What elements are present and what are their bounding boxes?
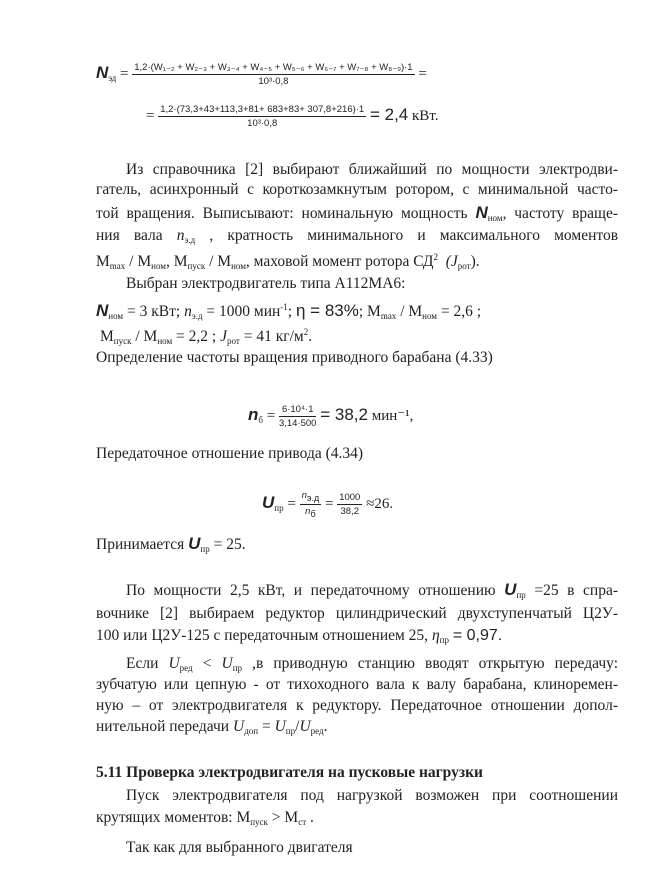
- fraction: [132, 62, 414, 87]
- text: / М: [205, 253, 232, 270]
- subscript: ном: [151, 261, 166, 271]
- subscript: max: [109, 261, 126, 271]
- subscript: рот: [457, 261, 471, 271]
- subscript: б: [310, 509, 316, 519]
- text: Принимается: [96, 536, 185, 553]
- paragraph-line: [96, 580, 618, 605]
- fraction: [279, 404, 317, 429]
- subscript: ном: [487, 213, 503, 223]
- symbol: U: [299, 718, 311, 735]
- power-formula: [96, 62, 427, 87]
- paragraph-line: [126, 274, 405, 294]
- text: , маховой момент ротора СД: [245, 253, 434, 270]
- text: .: [308, 328, 313, 345]
- superscript: 2: [433, 252, 438, 262]
- equals-sign: =: [287, 495, 296, 512]
- subscript: э.д: [191, 311, 203, 321]
- subscript: доп: [244, 726, 259, 736]
- equals-sign: =: [266, 407, 276, 424]
- text: <: [202, 655, 212, 672]
- formula-subscript: эд: [108, 72, 117, 83]
- paragraph-line: [96, 247, 480, 276]
- text: нительной передачи: [96, 718, 230, 735]
- text: , М: [165, 253, 188, 270]
- subscript: э.д: [306, 493, 320, 503]
- formula-result: = 2,4: [369, 104, 409, 124]
- numerator: 1,2·(W₁₋₂ + W₂₋₃ + W₃₋₄ + W₄₋₅ + W₅₋₆ + W₆₋₇ + W₇₋₈ + W₈₋₉)·1: [134, 62, 413, 73]
- denominator: 10³·0,8: [158, 116, 366, 129]
- text: , частоту враще-: [502, 205, 619, 222]
- motor-specs-line: [100, 322, 312, 351]
- symbol: U: [188, 534, 201, 553]
- superscript: -1: [280, 302, 288, 312]
- subscript: ред: [310, 726, 324, 736]
- text: ; М: [358, 303, 381, 320]
- text: Передаточное отношение привода (4.34): [96, 445, 364, 462]
- text: = 25.: [213, 536, 246, 553]
- denominator: 10³·0,8: [132, 74, 414, 87]
- paragraph-line: [96, 604, 618, 624]
- drum-speed-formula: [248, 404, 413, 429]
- symbol: n: [176, 227, 185, 244]
- symbol: U: [504, 580, 517, 599]
- text: гатель, асинхронный с короткозамкнутым ротором, с минимальной часто-: [96, 181, 618, 198]
- numerator: n: [301, 490, 307, 501]
- subscript: ном: [157, 336, 173, 346]
- text: = 2,2 ;: [172, 328, 221, 345]
- denominator: 3,14·500: [278, 418, 317, 429]
- text: Так как для выбранного двигателя: [126, 839, 353, 856]
- text: ;: [287, 303, 296, 320]
- gear-ratio-formula: [262, 490, 393, 519]
- symbol: U: [221, 655, 233, 672]
- formula-subscript: пр: [274, 502, 284, 513]
- text: той вращения. Выписывают: номинальную мощность: [96, 205, 468, 222]
- symbol: n: [184, 303, 192, 320]
- subscript: рот: [227, 336, 240, 346]
- formula-unit: мин⁻¹,: [371, 407, 414, 424]
- subscript: ст: [298, 817, 307, 827]
- equals-sign: =: [146, 107, 155, 124]
- denominator: 38,2: [337, 504, 362, 517]
- symbol: N: [475, 203, 488, 222]
- paragraph-line: [96, 203, 618, 228]
- text: = 1000 мин: [202, 303, 281, 320]
- text: =25 в спра-: [534, 582, 619, 599]
- paragraph-line: [96, 180, 618, 200]
- symbol: (J: [445, 253, 458, 270]
- text: вочнике [2] выбираем редуктор цилиндрический двухступенчатый Ц2У-: [96, 605, 618, 622]
- text: М: [100, 328, 114, 345]
- text: = 2,6 ;: [437, 303, 482, 320]
- numerator: 6·10⁴·1: [281, 404, 314, 415]
- formula-unit: кВт.: [412, 107, 439, 124]
- text: / М: [396, 303, 423, 320]
- text: = 0,97.: [452, 627, 503, 644]
- text: Выбран электродвигатель типа А112МА6:: [126, 275, 406, 292]
- symbol: U: [232, 718, 245, 735]
- paragraph-line: [96, 717, 327, 741]
- paragraph-line: [96, 696, 618, 716]
- formula-subscript: б: [258, 414, 263, 425]
- text: 100 или Ц2У-125 с передаточным отношением 25,: [96, 627, 429, 644]
- subscript: пуск: [250, 817, 268, 827]
- formula-symbol: U: [262, 492, 275, 512]
- fraction: [158, 104, 366, 129]
- fraction: [337, 492, 362, 517]
- heading-text: 5.11 Проверка электродвигателя на пусковые нагрузки: [96, 764, 483, 781]
- text: , кратность минимального и максимального моментов: [209, 227, 619, 244]
- text: По мощности 2,5 кВт, и передаточному отношению: [126, 582, 496, 599]
- text: ную – от электродвигателя к редуктору. Передаточное отношении допол-: [96, 697, 618, 714]
- symbol: J: [220, 328, 227, 345]
- text: =: [258, 718, 275, 735]
- text: Пуск электродвигателя под нагрузкой возможен при соотношении: [126, 787, 618, 804]
- subscript: ном: [108, 311, 124, 321]
- paragraph-line: [96, 444, 363, 464]
- equals-sign: =: [418, 65, 427, 82]
- subscript: пр: [285, 726, 296, 736]
- equals-sign: =: [120, 65, 129, 82]
- subscript: ном: [422, 311, 437, 321]
- text: М: [96, 253, 110, 270]
- formula-result: ≈26.: [366, 495, 394, 512]
- paragraph-line: [96, 348, 493, 368]
- symbol: N: [96, 301, 109, 320]
- text: Из справочника [2] выбирают ближайший по мощности электродви-: [126, 161, 618, 178]
- text: / М: [131, 328, 158, 345]
- text: крутящих моментов: М: [96, 809, 251, 826]
- symbol: U: [274, 718, 286, 735]
- text: Если: [126, 655, 159, 672]
- text: ).: [470, 253, 480, 270]
- subscript: пр: [516, 590, 526, 600]
- paragraph-line: [96, 808, 314, 832]
- subscript: пр: [200, 544, 210, 554]
- subscript: ном: [231, 261, 246, 271]
- text: /: [295, 718, 300, 735]
- text: .: [323, 718, 328, 735]
- text: > М: [267, 809, 299, 826]
- symbol: η: [431, 627, 440, 644]
- fraction: [300, 490, 322, 519]
- subscript: max: [380, 311, 397, 321]
- formula-symbol: N: [96, 62, 109, 82]
- paragraph-line: [126, 838, 353, 858]
- text: Определение частоты вращения приводного барабана (4.33): [96, 349, 493, 366]
- denominator: n: [305, 506, 311, 517]
- text: ,в приводную станцию вводят открытую передачу:: [252, 655, 619, 672]
- superscript: 2: [303, 327, 309, 337]
- subscript: пуск: [187, 261, 206, 271]
- section-heading: [96, 764, 483, 782]
- text: .: [306, 809, 314, 826]
- equals-sign: =: [324, 495, 334, 512]
- text: = 3 кВт;: [123, 303, 185, 320]
- subscript: пр: [232, 663, 243, 673]
- text: зубчатую или цепную - от тихоходного вала к валу барабана, клиноремен-: [96, 676, 618, 693]
- subscript: э.д: [184, 235, 196, 245]
- text: = 41 кг/м: [239, 328, 304, 345]
- subscript: пуск: [113, 336, 132, 346]
- numerator: 1000: [339, 492, 361, 503]
- subscript: пр: [439, 635, 449, 645]
- text: / М: [125, 253, 152, 270]
- paragraph-line: [96, 534, 246, 559]
- efficiency: η = 83%: [295, 301, 359, 320]
- formula-symbol: n: [248, 404, 259, 424]
- subscript: ред: [179, 663, 193, 673]
- power-formula-line2: [146, 104, 439, 129]
- paragraph-line: [96, 786, 618, 806]
- paragraph-line: [96, 675, 618, 695]
- symbol: U: [168, 655, 180, 672]
- numerator: 1,2·(73,3+43+113,3+81+ 683+83+ 307,8+216)·1: [160, 104, 365, 115]
- paragraph-line: [96, 160, 618, 180]
- text: ния вала: [96, 227, 163, 244]
- formula-result: = 38,2: [320, 404, 368, 424]
- paragraph-line: [96, 626, 502, 650]
